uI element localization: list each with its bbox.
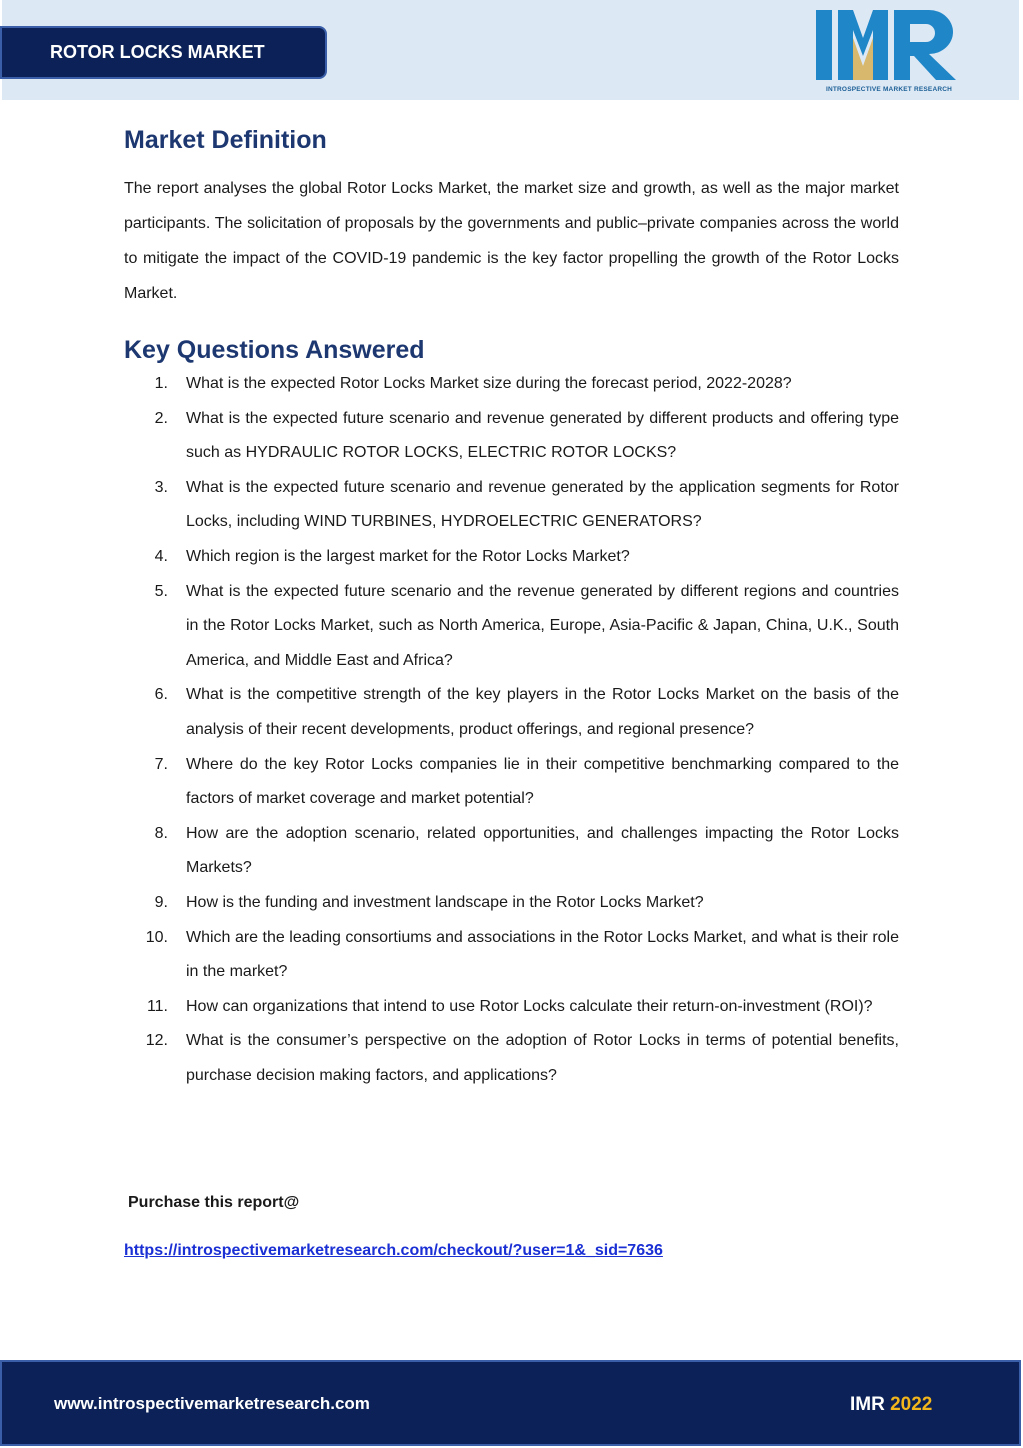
list-item: 1. What is the expected Rotor Locks Market size during the forecast period, 2022-2028? bbox=[154, 375, 792, 392]
list-item: 12. What is the consumer’s perspective on the adoption of Rotor Locks in terms of potential benefits, purchase decision making factors, and applications? bbox=[145, 1032, 899, 1084]
list-item: 7. Where do the key Rotor Locks companies lie in their competitive benchmarking compared to the factors of market coverage and market potential? bbox=[154, 755, 899, 808]
footer-brand-name: IMR bbox=[850, 1394, 885, 1415]
footer bbox=[0, 1360, 1021, 1446]
footer-year: 2022 bbox=[890, 1394, 933, 1415]
list-item: 2. What is the expected future scenario and revenue generated by different products and offering type such as HYDRAULIC ROTOR LOCKS, ELECTRIC ROTOR LOCKS? bbox=[154, 409, 899, 462]
list-item: 4. Which region is the largest market for the Rotor Locks Market? bbox=[154, 547, 630, 565]
list-item: 11. How can organizations that intend to use Rotor Locks calculate their return-on-investment (ROI)? bbox=[146, 997, 873, 1015]
list-item: 10. Which are the leading consortiums and associations in the Rotor Locks Market, and what is their role in the market? bbox=[145, 928, 899, 981]
key-questions-list bbox=[124, 367, 899, 1093]
purchase-label: Purchase this report@ bbox=[128, 1194, 300, 1211]
report-title: ROTOR LOCKS MARKET bbox=[50, 42, 265, 62]
key-questions-heading: Key Questions Answered bbox=[124, 336, 425, 364]
logo-caption: INTROSPECTIVE MARKET RESEARCH bbox=[825, 86, 953, 93]
imr-logo bbox=[814, 8, 964, 96]
list-item: 8. How are the adoption scenario, related opportunities, and challenges impacting the Rotor Locks Markets? bbox=[154, 824, 899, 877]
market-definition-paragraph: The report analyses the global Rotor Locks Market, the market size and growth, as well as the major market participants. The solicitation of proposals by the governments and public–private companies across the world to mitigate the impact of the COVID-19 pandemic is the key factor propelling the growth of the Rotor Locks Market. bbox=[124, 180, 899, 302]
list-item: 9. How is the funding and investment landscape in the Rotor Locks Market? bbox=[154, 893, 704, 911]
report-title-tab bbox=[0, 26, 327, 79]
market-definition-heading: Market Definition bbox=[124, 126, 327, 154]
list-item: 3. What is the expected future scenario and revenue generated by the application segments for Rotor Locks, including WIND TURBINES, HYDROELECTRIC GENERATORS? bbox=[154, 478, 899, 531]
list-item: 6. What is the competitive strength of the key players in the Rotor Locks Market on the basis of the analysis of their recent developments, product offerings, and regional presence? bbox=[154, 686, 899, 738]
imr-logo-icon bbox=[814, 8, 964, 86]
list-item: 5. What is the expected future scenario and the revenue generated by different regions and countries in the Rotor Locks Market, such as North America, Europe, Asia-Pacific & Japan, China, U.K., South America, and Middle East and Africa? bbox=[154, 582, 899, 669]
purchase-link[interactable]: https://introspectivemarketresearch.com/checkout/?user=1&_sid=7636 bbox=[124, 1242, 663, 1259]
footer-website-link[interactable]: www.introspectivemarketresearch.com bbox=[54, 1394, 370, 1413]
footer-brand bbox=[850, 1394, 932, 1416]
